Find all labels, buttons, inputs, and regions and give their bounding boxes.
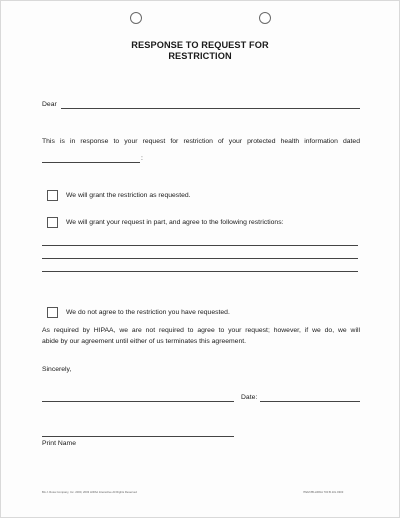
print-name-label: Print Name	[42, 440, 76, 447]
intro-paragraph: This is in response to your request for restriction of your protected health information dated	[42, 138, 360, 145]
restrictions-line-2[interactable]	[42, 258, 358, 259]
date-label: Date:	[241, 394, 258, 401]
print-name-field[interactable]	[42, 436, 234, 437]
dated-colon: :	[141, 155, 143, 162]
date-field[interactable]	[260, 401, 360, 402]
form-title-line-2: RESTRICTION	[168, 51, 232, 61]
restrictions-line-3[interactable]	[42, 271, 358, 272]
closing-text: Sincerely,	[42, 366, 72, 373]
punch-hole-icon	[130, 12, 142, 24]
grant-option-label: We will grant the restriction as requested.	[66, 192, 191, 199]
recipient-name-field[interactable]	[61, 108, 360, 109]
hipaa-paragraph-line-2: abide by our agreement until either of us terminates this agreement.	[42, 338, 247, 345]
signature-field[interactable]	[42, 401, 234, 402]
deny-option-label: We do not agree to the restriction you have requested.	[66, 309, 230, 316]
copyright-footer: BA J. Rosa Company, Inc. 2000, 2003 HIPAA Interactive All Rights Reserved	[42, 490, 137, 494]
dear-label: Dear	[42, 101, 57, 108]
request-date-field[interactable]	[42, 162, 140, 163]
grant-checkbox[interactable]	[47, 190, 58, 201]
item-number-footer: ITEM 8B-HIPAA 700 B.10L 0303	[303, 490, 344, 494]
form-title-line-1: RESPONSE TO REQUEST FOR	[131, 40, 269, 50]
deny-checkbox[interactable]	[47, 307, 58, 318]
hipaa-paragraph-line-1: As required by HIPAA, we are not required to agree to your request; however, if we do, we will	[42, 327, 360, 334]
partial-grant-checkbox[interactable]	[47, 217, 58, 228]
punch-hole-icon	[259, 12, 271, 24]
partial-grant-option-label: We will grant your request in part, and agree to the following restrictions:	[66, 219, 284, 226]
form-title	[1, 40, 399, 62]
restrictions-line-1[interactable]	[42, 245, 358, 246]
